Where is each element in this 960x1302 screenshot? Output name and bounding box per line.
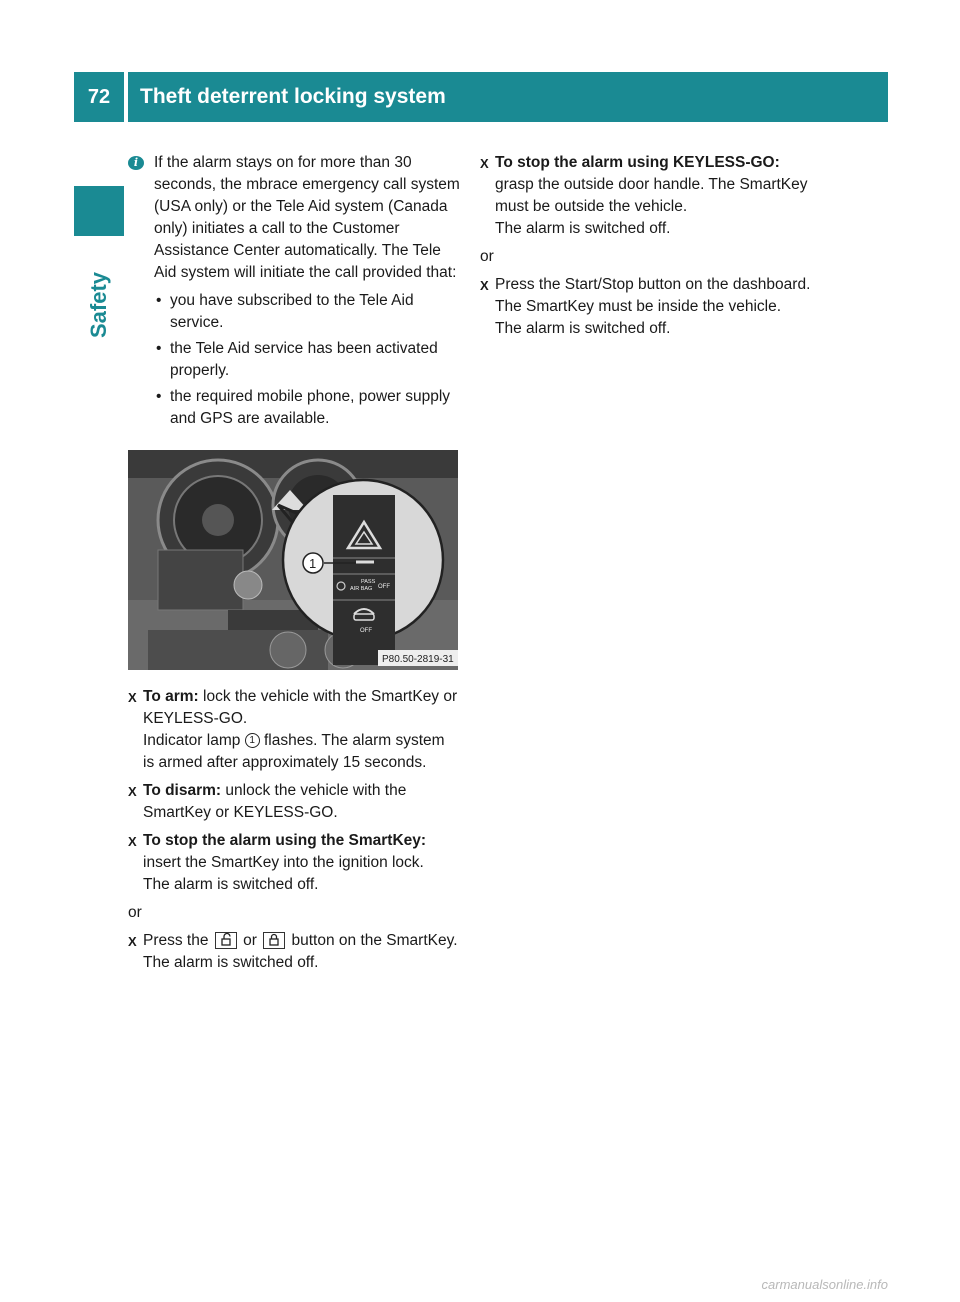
step-arrow-icon: X [480, 156, 489, 171]
step-arm [128, 686, 460, 774]
left-column [128, 152, 460, 980]
airbag-label-2: AIR BAG [350, 586, 373, 592]
step-text: button on the SmartKey. [287, 932, 458, 949]
step-arrow-icon: X [128, 690, 137, 705]
step-arrow-icon: X [128, 834, 137, 849]
step-stop-smartkey [128, 830, 460, 896]
step-text: lock the vehicle with the SmartKey or KEYLESS-GO. [143, 688, 458, 727]
side-tab-marker [74, 186, 124, 236]
callout-number: 1 [309, 556, 317, 571]
step-text: grasp the outside door handle. The SmartKey must be outside the vehicle. [495, 176, 808, 215]
step-stop-keyless [480, 152, 815, 240]
step-text: unlock the vehicle with the SmartKey or KEYLESS-GO. [143, 782, 407, 821]
airbag-label-1: PASS [361, 579, 376, 585]
step-arrow-icon: X [128, 784, 137, 799]
step-text: The alarm is switched off. [495, 320, 671, 337]
info-note [128, 152, 460, 434]
list-item: • you have subscribed to the Tele Aid service. [154, 290, 460, 334]
step-label: To stop the alarm using the SmartKey: [143, 832, 427, 849]
step-label: To arm: [143, 688, 199, 705]
step-label: To disarm: [143, 782, 222, 799]
dashboard-figure [128, 450, 458, 670]
step-disarm [128, 780, 460, 824]
esp-off-label: OFF [360, 628, 372, 634]
airbag-label-3: OFF [378, 584, 390, 590]
step-text: Indicator lamp [143, 732, 245, 749]
side-tab [74, 250, 124, 360]
step-text: The alarm is switched off. [143, 954, 319, 971]
step-start-stop [480, 274, 815, 340]
step-label: To stop the alarm using KEYLESS-GO: [495, 154, 780, 171]
step-text: flashes. The alarm system is armed after approximately 15 seconds. [143, 732, 445, 771]
info-note-text: If the alarm stays on for more than 30 seconds, the mbrace emergency call system (USA only) or the Tele Aid system (Canada only) initiates a call to the Customer Assistance Center automatically. The Tele Aid system will initiate the call provided that: [154, 154, 460, 281]
side-tab-label: Safety [86, 271, 112, 339]
step-text: The alarm is switched off. [143, 876, 319, 893]
step-text: Press the [143, 932, 213, 949]
page-number: 72 [74, 72, 124, 122]
right-column [480, 152, 815, 346]
or-separator: or [480, 248, 494, 265]
callout-icon: 1 [245, 733, 260, 748]
step-arrow-icon: X [480, 278, 489, 293]
step-press-button [128, 930, 460, 974]
step-text: insert the SmartKey into the ignition lock. [143, 854, 424, 871]
info-icon: i [128, 156, 144, 170]
dashboard-illustration [128, 450, 458, 670]
list-item: • the Tele Aid service has been activated properly. [154, 338, 460, 382]
lock-icon [263, 932, 285, 949]
step-text: Press the Start/Stop button on the dashboard. The SmartKey must be inside the vehicle. [495, 276, 811, 315]
figure-code: P80.50-2819-31 [382, 654, 454, 665]
unlock-icon [215, 932, 237, 949]
watermark: carmanualsonline.info [761, 1277, 888, 1292]
list-item: • the required mobile phone, power supply and GPS are available. [154, 386, 460, 430]
or-separator: or [128, 904, 142, 921]
step-text: The alarm is switched off. [495, 220, 671, 237]
page-title: Theft deterrent locking system [128, 72, 888, 122]
info-bullet-list [154, 290, 460, 430]
step-text: or [238, 932, 262, 949]
step-arrow-icon: X [128, 934, 137, 949]
